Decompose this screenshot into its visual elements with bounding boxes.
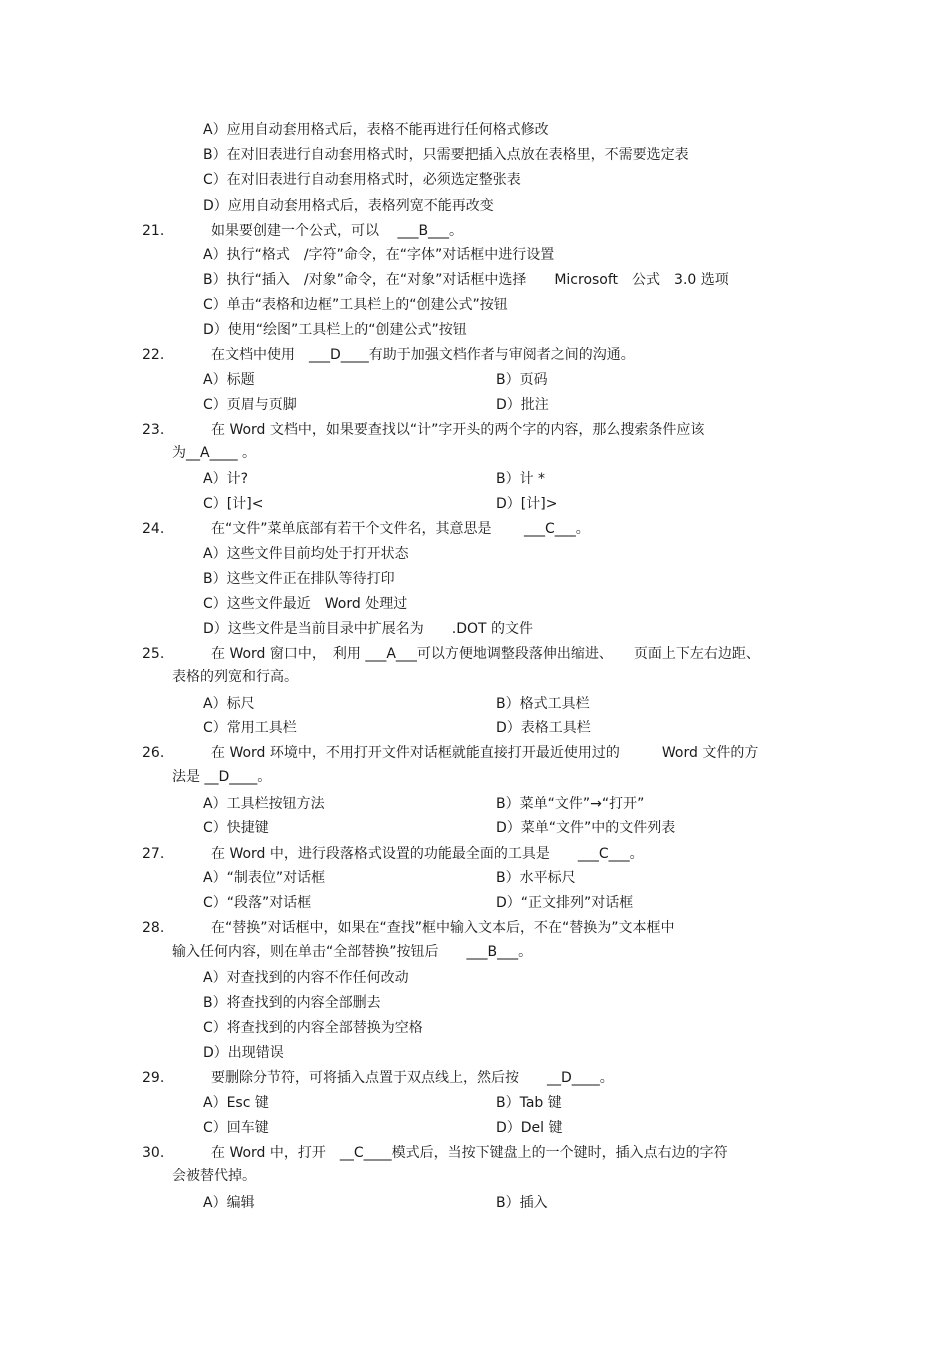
q23-option-b: B）计 * xyxy=(496,471,546,487)
q26-option-b: B）菜单“文件”→“打开” xyxy=(496,796,645,812)
q25-stem-continued: 表格的列宽和行高。 xyxy=(172,669,298,685)
q24-option-c: C）这些文件最近 Word 处理过 xyxy=(203,596,408,612)
q24-option-d: D）这些文件是当前目录中扩展名为 .DOT 的文件 xyxy=(203,621,534,637)
q22-option-c: C）页眉与页脚 xyxy=(203,397,297,413)
q27-number: 27. xyxy=(142,846,165,862)
q27-option-b: B）水平标尺 xyxy=(496,870,576,886)
q21-option-a: A）执行“格式 /字符”命令，在“字体”对话框中进行设置 xyxy=(203,247,555,263)
q29-option-d: D）Del 键 xyxy=(496,1120,563,1136)
q26-number: 26. xyxy=(142,745,165,761)
q20-option-a: A）应用自动套用格式后，表格不能再进行任何格式修改 xyxy=(203,122,549,138)
q21-option-b: B）执行“插入 /对象”命令，在“对象”对话框中选择 Microsoft 公式 3.0 选项 xyxy=(203,272,729,288)
q28-option-d: D）出现错误 xyxy=(203,1045,284,1061)
q28-option-a: A）对查找到的内容不作任何改动 xyxy=(203,970,409,986)
q29-stem: 要删除分节符，可将插入点置于双点线上，然后按 __D____。 xyxy=(211,1070,614,1086)
q24-option-b: B）这些文件正在排队等待打印 xyxy=(203,571,395,587)
q26-stem-continued: 法是 __D____。 xyxy=(172,769,272,785)
q25-option-d: D）表格工具栏 xyxy=(496,720,591,736)
q30-stem-continued: 会被替代掉。 xyxy=(172,1168,256,1184)
q23-number: 23. xyxy=(142,422,165,438)
q27-option-a: A）“制表位”对话框 xyxy=(203,870,326,886)
q26-option-a: A）工具栏按钮方法 xyxy=(203,796,325,812)
q20-option-b: B）在对旧表进行自动套用格式时，只需要把插入点放在表格里，不需要选定表 xyxy=(203,147,689,163)
q23-stem: 在 Word 文档中，如果要查找以“计”字开头的两个字的内容，那么搜索条件应该 xyxy=(211,422,705,438)
q23-option-a: A）计? xyxy=(203,471,249,487)
q22-option-b: B）页码 xyxy=(496,372,548,388)
q25-number: 25. xyxy=(142,646,165,662)
q30-option-b: B）插入 xyxy=(496,1195,548,1211)
q26-stem: 在 Word 环境中，不用打开文件对话框就能直接打开最近使用过的 Word 文件的方 xyxy=(211,745,759,761)
q29-option-b: B）Tab 键 xyxy=(496,1095,562,1111)
q24-option-a: A）这些文件目前均处于打开状态 xyxy=(203,546,409,562)
q28-option-b: B）将查找到的内容全部删去 xyxy=(203,995,381,1011)
q23-stem-continued: 为__A____ 。 xyxy=(172,445,257,461)
q22-option-a: A）标题 xyxy=(203,372,255,388)
q29-option-c: C）回车键 xyxy=(203,1120,269,1136)
q21-option-c: C）单击“表格和边框”工具栏上的“创建公式”按钮 xyxy=(203,297,508,313)
q21-number: 21. xyxy=(142,223,165,239)
q20-option-c: C）在对旧表进行自动套用格式时，必须选定整张表 xyxy=(203,172,521,188)
q30-option-a: A）编辑 xyxy=(203,1195,255,1211)
q27-stem: 在 Word 中，进行段落格式设置的功能最全面的工具是 ___C___。 xyxy=(211,846,644,862)
q22-number: 22. xyxy=(142,347,165,363)
q27-option-c: C）“段落”对话框 xyxy=(203,895,312,911)
q26-option-d: D）菜单“文件”中的文件列表 xyxy=(496,820,676,836)
q25-option-b: B）格式工具栏 xyxy=(496,696,590,712)
q27-option-d: D）“正文排列”对话框 xyxy=(496,895,634,911)
q21-stem: 如果要创建一个公式，可以 ___B___。 xyxy=(211,223,464,239)
q28-option-c: C）将查找到的内容全部替换为空格 xyxy=(203,1020,423,1036)
q23-option-d: D）[计]> xyxy=(496,496,558,512)
q24-number: 24. xyxy=(142,521,165,537)
q23-option-c: C）[计]< xyxy=(203,496,264,512)
q29-number: 29. xyxy=(142,1070,165,1086)
q28-stem-continued: 输入任何内容，则在单击“全部替换”按钮后 ___B___。 xyxy=(172,944,533,960)
q25-stem: 在 Word 窗口中， 利用 ___A___可以方便地调整段落伸出缩进、 页面上下左右边距、 xyxy=(211,646,760,662)
q26-option-c: C）快捷键 xyxy=(203,820,269,836)
q25-option-a: A）标尺 xyxy=(203,696,255,712)
q24-stem: 在“文件”菜单底部有若干个文件名，其意思是 ___C___。 xyxy=(211,521,590,537)
q25-option-c: C）常用工具栏 xyxy=(203,720,297,736)
q28-number: 28. xyxy=(142,920,165,936)
q28-stem: 在“替换”对话框中，如果在“查找”框中输入文本后，不在“替换为”文本框中 xyxy=(211,920,675,936)
q21-option-d: D）使用“绘图”工具栏上的“创建公式”按钮 xyxy=(203,322,467,338)
q20-option-d: D）应用自动套用格式后，表格列宽不能再改变 xyxy=(203,198,494,214)
q30-number: 30. xyxy=(142,1145,165,1161)
q22-option-d: D）批注 xyxy=(496,397,549,413)
q29-option-a: A）Esc 键 xyxy=(203,1095,269,1111)
q22-stem: 在文档中使用 ___D____有助于加强文档作者与审阅者之间的沟通。 xyxy=(211,347,635,363)
q30-stem: 在 Word 中，打开 __C____模式后，当按下键盘上的一个键时，插入点右边的字符 xyxy=(211,1145,728,1161)
